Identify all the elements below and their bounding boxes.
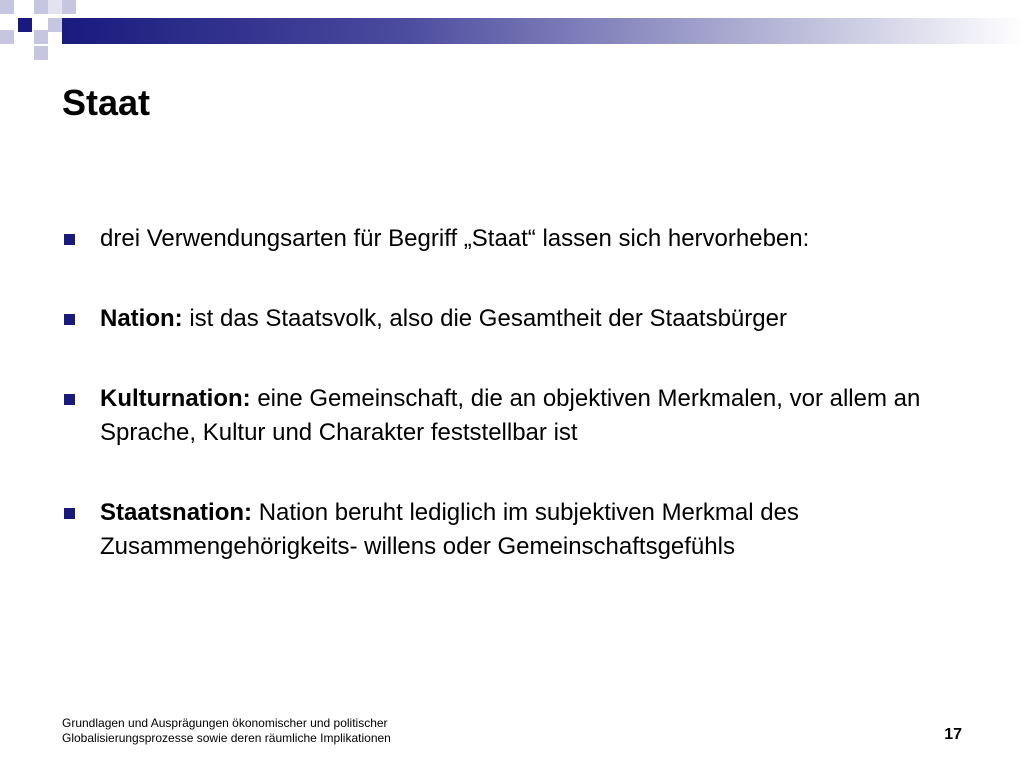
slide-title: Staat [62,82,151,123]
bullet-item [62,496,962,564]
footer-text [62,716,391,746]
bullet-item [62,382,962,450]
bullet-text: drei Verwendungsarten für Begriff „Staat“ lassen sich hervorheben: [100,225,810,252]
header-gradient-band [62,18,1024,44]
bullet-term: Staatsnation: [100,499,259,526]
footer-line: Grundlagen und Ausprägungen ökonomischer und politischer [62,716,388,730]
bullet-text: eine Gemeinschaft, die an objektiven Merkmalen, vor allem an Sprache, Kultur und Charakter feststellbar ist [100,385,921,446]
decor-square [0,30,14,44]
decor-square [0,0,14,14]
bullet-list [62,222,962,610]
bullet-item [62,222,962,256]
decor-square [48,18,62,32]
bullet-square-icon [64,314,75,325]
bullet-square-icon [64,394,75,405]
bullet-text: Nation beruht lediglich im subjektiven Merkmal des Zusammengehörigkeits- willens oder Gemeinschaftsgefühls [100,499,799,560]
page-number: 17 [944,726,962,743]
header-decoration [0,0,1024,64]
bullet-term: Nation: [100,305,190,332]
decor-square [34,46,48,60]
decor-square [34,0,48,14]
decor-square [18,18,32,32]
bullet-square-icon [64,508,75,519]
footer-line: Globalisierungsprozesse sowie deren räumliche Implikationen [62,731,391,745]
decor-square [34,30,48,44]
bullet-item [62,302,962,336]
bullet-term: Kulturnation: [100,385,258,412]
bullet-text: ist das Staatsvolk, also die Gesamtheit der Staatsbürger [189,305,787,332]
decor-square [48,0,62,14]
bullet-square-icon [64,234,75,245]
decor-square [62,0,76,14]
